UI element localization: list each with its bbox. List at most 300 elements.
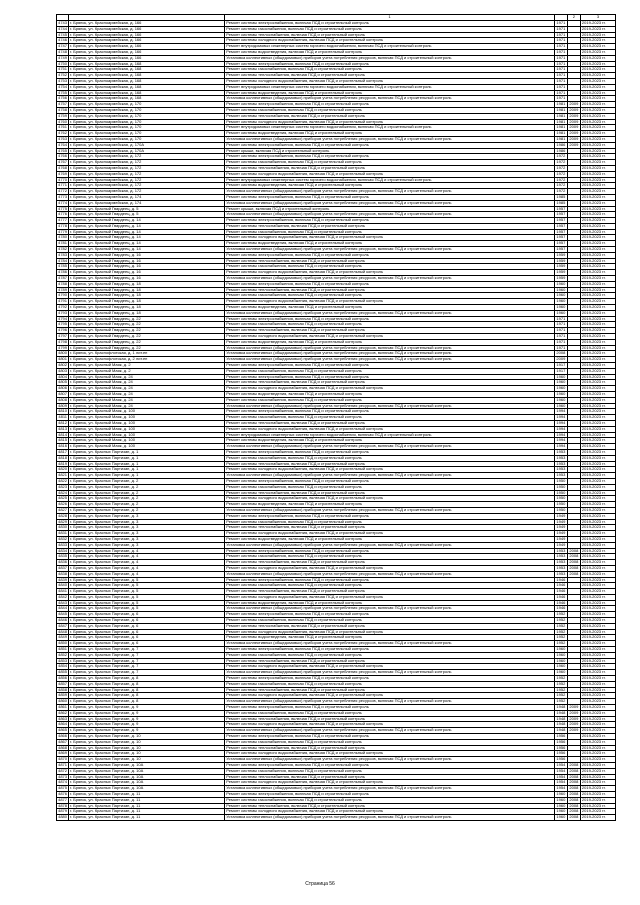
address-cell: г. Брянск, ул. Красноармейская, д. 170	[69, 119, 225, 125]
row-number-cell: 4863	[58, 716, 68, 721]
build-year-cell: 1971	[554, 322, 567, 328]
row-number-cell: 4807	[58, 391, 68, 396]
work-type-cell: Ремонт системы холодного водоснабжения, включая ПСД и строительный контроль	[225, 693, 555, 699]
work-type-cell: Ремонт системы электроснабжения, включая ПСД и строительный контроль	[225, 142, 555, 148]
work-type-cell: Ремонт системы газоснабжения, включая ПСД и строительный контроль	[225, 368, 555, 374]
address-cell: г. Брянск, ул. Красных Партизан, д. 10	[69, 734, 225, 740]
address-cell: г. Брянск, ул. Красноармейская, д. 168	[69, 67, 225, 73]
address-cell: г. Брянск, ул. Красный Гвардеец, д. 22	[69, 339, 225, 345]
row-number-cell: 4814	[58, 432, 68, 437]
period-cell: 2019-2023 гг.	[580, 38, 615, 44]
period-cell: 2019-2023 гг.	[580, 502, 615, 508]
row-number-cell: 4865	[58, 727, 68, 733]
period-cell: 2019-2023 гг.	[580, 299, 615, 305]
period-cell: 2019-2023 гг.	[580, 797, 615, 803]
reconstruction-year-cell: 2008	[567, 768, 580, 774]
row-number-cell: 4796	[58, 327, 68, 333]
period-cell: 2019-2023 гг.	[580, 647, 615, 653]
address-cell: г. Брянск, ул. Красных Партизан, д. 9	[69, 722, 225, 728]
period-cell: 2019-2023 гг.	[580, 102, 615, 108]
reconstruction-year-cell: 2009	[567, 131, 580, 137]
address-cell: г. Брянск, ул. Красных Партизан, д. 10	[69, 739, 225, 745]
address-cell: г. Брянск, ул. Красноармейская, д. 168	[69, 78, 225, 84]
build-year-cell: 1953	[554, 461, 567, 467]
period-cell: 2019-2023 гг.	[580, 339, 615, 345]
address-cell: г. Брянск, ул. Красный Гвардеец, д. 14	[69, 223, 225, 229]
build-year-cell: 1948	[554, 705, 567, 711]
row-number-cell: 4784	[58, 258, 68, 263]
build-year-cell: 1972	[554, 189, 567, 195]
row-number-cell: 4761	[58, 124, 68, 130]
build-year-cell: 1971	[554, 67, 567, 73]
reconstruction-year-cell: 2008	[567, 791, 580, 797]
work-type-cell: Ремонт системы холодного водоснабжения, включая ПСД и строительный контроль	[225, 809, 555, 815]
build-year-cell: 1994	[554, 438, 567, 444]
period-cell: 2019-2023 гг.	[580, 148, 615, 154]
build-year-cell: 1960	[554, 392, 567, 398]
build-year-cell: 1971	[554, 21, 567, 27]
build-year-cell: 1948	[554, 710, 567, 716]
build-year-cell: 1952	[554, 699, 567, 705]
work-type-cell: Ремонт системы электроснабжения, включая ПСД и строительный контроль	[225, 548, 555, 554]
period-cell: 2019-2023 гг.	[580, 183, 615, 189]
address-cell: г. Брянск, ул. Красноармейская, д. 168	[69, 90, 225, 96]
address-cell: г. Брянск, ул. Красных Партизан, д. 3	[69, 519, 225, 525]
period-cell: 2019-2023 гг.	[580, 84, 615, 90]
work-type-cell: Установка коллективных (общедомовых) приборов учета потребления ресурсов, включая ПСД и строительный контроль	[225, 606, 555, 612]
address-cell: г. Брянск, ул. Красных Партизан, д. 3	[69, 525, 225, 531]
build-year-cell: 1994	[554, 415, 567, 421]
period-cell: 2019-2023 гг.	[580, 310, 615, 316]
period-cell: 2019-2023 гг.	[580, 218, 615, 224]
work-type-cell: Ремонт системы газоснабжения, включая ПСД и строительный контроль	[225, 710, 555, 716]
work-type-cell: Ремонт системы электроснабжения, включая ПСД и строительный контроль	[225, 102, 555, 108]
work-type-cell: Ремонт системы холодного водоснабжения, включая ПСД и строительный контроль	[225, 235, 555, 241]
period-cell: 2019-2023 гг.	[580, 113, 615, 119]
build-year-cell: 1960	[554, 293, 567, 299]
reconstruction-year-cell: 2009	[567, 107, 580, 113]
period-cell: 2019-2023 гг.	[580, 438, 615, 444]
period-cell: 2019-2023 гг.	[580, 525, 615, 531]
row-number-cell: 4770	[58, 177, 68, 182]
reconstruction-year-cell: 2009	[567, 705, 580, 711]
period-cell: 2019-2023 гг.	[580, 171, 615, 177]
address-cell: г. Брянск, ул. Краснофлотская, д. 1 лит.ен	[69, 351, 225, 357]
build-year-cell: 1956	[554, 745, 567, 751]
period-cell: 2019-2023 гг.	[580, 206, 615, 212]
period-cell: 2019-2023 гг.	[580, 774, 615, 780]
build-year-cell: 1957	[554, 247, 567, 253]
work-type-cell: Ремонт системы теплоснабжения, включая ПСД и строительный контроль	[225, 560, 555, 566]
reconstruction-year-cell: 2008	[567, 774, 580, 780]
build-year-cell: 2008	[554, 351, 567, 357]
period-cell: 2019-2023 гг.	[580, 629, 615, 635]
period-cell: 2019-2023 гг.	[580, 676, 615, 682]
address-cell: г. Брянск, ул. Красный Гвардеец, д. 16	[69, 252, 225, 258]
work-type-cell: Ремонт системы холодного водоснабжения, включая ПСД и строительный контроль	[225, 334, 555, 340]
period-cell: 2019-2023 гг.	[580, 397, 615, 403]
address-cell: г. Брянск, ул. Красных Партизан, д. 5	[69, 600, 225, 606]
work-type-cell: Ремонт системы теплоснабжения, включая ПСД и строительный контроль	[225, 287, 555, 293]
address-cell: г. Брянск, ул. Красноармейская, д. 168	[69, 73, 225, 79]
period-cell: 2019-2023 гг.	[580, 26, 615, 32]
build-year-cell: 1957	[554, 229, 567, 235]
row-number-cell: 4752	[58, 72, 68, 78]
row-number-cell: 4798	[58, 339, 68, 344]
build-year-cell: 1948	[554, 716, 567, 722]
work-type-cell: Ремонт системы электроснабжения, включая ПСД и строительный контроль	[225, 449, 555, 455]
period-cell: 2019-2023 гг.	[580, 623, 615, 629]
address-cell: г. Брянск, ул. Красноармейская, д. 170	[69, 102, 225, 108]
period-cell: 2019-2023 гг.	[580, 368, 615, 374]
address-cell: г. Брянск, ул. Красных Партизан, д. 6	[69, 623, 225, 629]
work-type-cell: Установка коллективных (общедомовых) приборов учета потребления ресурсов, включая ПСД и строительный контроль	[225, 276, 555, 282]
work-type-cell: Ремонт системы газоснабжения, включая ПСД и строительный контроль	[225, 455, 555, 461]
address-cell: г. Брянск, ул. Красноармейская, д. 172	[69, 154, 225, 160]
reconstruction-year-cell: 2009	[567, 136, 580, 142]
address-cell: г. Брянск, ул. Красноармейская, д. 172	[69, 165, 225, 171]
build-year-cell: 1946	[554, 594, 567, 600]
work-type-cell: Ремонт системы газоснабжения, включая ПСД и строительный контроль	[225, 322, 555, 328]
row-number-cell: 4785	[58, 263, 68, 269]
work-type-cell: Ремонт внутридомовых инженерных систем горячего водоснабжения, включая ПСД и строительный контроль	[225, 432, 555, 438]
work-type-cell: Установка коллективных (общедомовых) приборов учета потребления ресурсов, включая ПСД и строительный контроль	[225, 542, 555, 548]
reconstruction-year-cell: 2008	[567, 815, 580, 821]
build-year-cell: 1981	[554, 131, 567, 137]
build-year-cell: 1971	[554, 316, 567, 322]
reconstruction-year-cell: 2009	[567, 722, 580, 728]
period-cell: 2019-2023 гг.	[580, 594, 615, 600]
document-sheet	[56, 14, 616, 821]
address-cell: г. Брянск, ул. Красных Партизан, д. 7	[69, 664, 225, 670]
address-cell: г. Брянск, ул. Краснофлотская, д. 2 лит.ен	[69, 357, 225, 363]
work-type-cell: Ремонт системы газоснабжения, включая ПСД и строительный контроль	[225, 107, 555, 113]
period-cell: 2019-2023 гг.	[580, 276, 615, 282]
period-cell: 2019-2023 гг.	[580, 392, 615, 398]
work-type-cell: Ремонт системы электроснабжения, включая ПСД и строительный контроль	[225, 676, 555, 682]
row-number-cell: 4759	[58, 113, 68, 118]
row-number-cell: 4824	[58, 490, 68, 495]
row-number-cell: 4790	[58, 292, 68, 298]
address-cell: г. Брянск, ул. Красный Гвардеец, д. 14	[69, 229, 225, 235]
address-cell: г. Брянск, ул. Красных Партизан, д. 5	[69, 594, 225, 600]
period-cell: 2019-2023 гг.	[580, 426, 615, 432]
address-cell: г. Брянск, ул. Красный Маяк, д. 100	[69, 438, 225, 444]
period-cell: 2019-2023 гг.	[580, 751, 615, 757]
row-number-cell: 4766	[58, 153, 68, 159]
period-cell: 2019-2023 гг.	[580, 670, 615, 676]
address-cell: г. Брянск, ул. Красный Маяк, д. 24	[69, 386, 225, 392]
build-year-cell: 1953	[554, 473, 567, 479]
period-cell: 2019-2023 гг.	[580, 61, 615, 67]
row-number-cell: 4795	[58, 321, 68, 327]
period-cell: 2019-2023 гг.	[580, 473, 615, 479]
period-cell: 2019-2023 гг.	[580, 328, 615, 334]
work-type-cell: Ремонт системы теплоснабжения, включая ПСД и строительный контроль	[225, 258, 555, 264]
row-number-cell: 4764	[58, 142, 68, 147]
work-type-cell: Ремонт системы электроснабжения, включая ПСД и строительный контроль	[225, 513, 555, 519]
build-year-cell: 1971	[554, 78, 567, 84]
row-number-cell: 4827	[58, 507, 68, 512]
period-cell: 2019-2023 гг.	[580, 32, 615, 38]
row-number-cell: 4812	[58, 420, 68, 425]
reconstruction-year-cell: 2009	[567, 710, 580, 716]
period-cell: 2019-2023 гг.	[580, 119, 615, 125]
period-cell: 2019-2023 гг.	[580, 710, 615, 716]
build-year-cell: 1994	[554, 432, 567, 438]
row-number-cell: 4850	[58, 640, 68, 646]
period-cell: 2019-2023 гг.	[580, 519, 615, 525]
address-cell: г. Брянск, ул. Красноармейская, д. 174	[69, 200, 225, 206]
build-year-cell: 1959	[554, 252, 567, 258]
work-type-cell: Ремонт системы холодного водоснабжения, включая ПСД и строительный контроль	[225, 119, 555, 125]
address-cell: г. Брянск, ул. Красных Партизан, д. 10А	[69, 780, 225, 786]
address-cell: г. Брянск, ул. Красноармейская, д. 172	[69, 160, 225, 166]
address-cell: г. Брянск, ул. Красных Партизан, д. 1	[69, 455, 225, 461]
period-cell: 2019-2023 гг.	[580, 247, 615, 253]
build-year-cell: 1954	[554, 768, 567, 774]
reconstruction-year-cell: 2008	[567, 560, 580, 566]
work-type-cell: Ремонт системы теплоснабжения, включая ПСД и строительный контроль	[225, 420, 555, 426]
address-cell: г. Брянск, ул. Красных Партизан, д. 6	[69, 612, 225, 618]
work-type-cell: Ремонт крыши, включая ПСД и строительный контроль	[225, 206, 555, 212]
build-year-cell: 1957	[554, 241, 567, 247]
work-type-cell: Ремонт внутридомовых инженерных систем горячего водоснабжения, включая ПСД и строительный контроль	[225, 125, 555, 131]
row-number-cell: 4835	[58, 553, 68, 559]
build-year-cell: 1972	[554, 160, 567, 166]
address-cell: г. Брянск, ул. Красный Маяк, д. 100	[69, 444, 225, 450]
work-type-cell: Ремонт системы холодного водоснабжения, включая ПСД и строительный контроль	[225, 531, 555, 537]
row-number-cell: 4841	[58, 588, 68, 594]
build-year-cell: 1948	[554, 722, 567, 728]
work-type-cell: Ремонт системы теплоснабжения, включая ПСД и строительный контроль	[225, 745, 555, 751]
period-cell: 2019-2023 гг.	[580, 536, 615, 542]
row-number-cell: 4780	[58, 234, 68, 240]
work-type-cell: Установка коллективных (общедомовых) приборов учета потребления ресурсов, включая ПСД и строительный контроль	[225, 641, 555, 647]
work-type-cell: Ремонт системы холодного водоснабжения, включая ПСД и строительный контроль	[225, 38, 555, 44]
build-year-cell: 1986	[554, 148, 567, 154]
address-cell: г. Брянск, ул. Красный Гвардеец, д. 5	[69, 206, 225, 212]
address-cell: г. Брянск, ул. Красноармейская, д. 166	[69, 26, 225, 32]
address-cell: г. Брянск, ул. Красный Гвардеец, д. 16	[69, 276, 225, 282]
address-cell: г. Брянск, ул. Красноармейская, д. 168	[69, 61, 225, 67]
address-cell: г. Брянск, ул. Красных Партизан, д. 9	[69, 716, 225, 722]
build-year-cell: 1960	[554, 670, 567, 676]
work-type-cell: Ремонт системы водоотведения, включая ПСД и строительный контроль	[225, 131, 555, 137]
work-type-cell: Ремонт системы электроснабжения, включая ПСД и строительный контроль	[225, 734, 555, 740]
row-number-cell: 4818	[58, 455, 68, 460]
row-number-cell: 4765	[58, 148, 68, 153]
work-type-cell: Ремонт системы газоснабжения, включая ПСД и строительный контроль	[225, 484, 555, 490]
build-year-cell: 1994	[554, 409, 567, 415]
address-cell: г. Брянск, ул. Красноармейская, д. 168	[69, 84, 225, 90]
period-cell: 2019-2023 гг.	[580, 478, 615, 484]
address-cell: г. Брянск, ул. Красных Партизан, д. 6	[69, 618, 225, 624]
build-year-cell: 1994	[554, 420, 567, 426]
address-cell: г. Брянск, ул. Красных Партизан, д. 2	[69, 502, 225, 508]
address-cell: г. Брянск, ул. Красных Партизан, д. 10А	[69, 774, 225, 780]
work-type-cell: Ремонт системы холодного водоснабжения, включая ПСД и строительный контроль	[225, 386, 555, 392]
row-number-cell: 4767	[58, 159, 68, 165]
address-cell: г. Брянск, ул. Красный Маяк, д. 100	[69, 432, 225, 438]
row-number-cell: 4773	[58, 194, 68, 199]
work-type-cell: Установка коллективных (общедомовых) приборов учета потребления ресурсов, включая ПСД и строительный контроль	[225, 757, 555, 763]
row-number-cell: 4831	[58, 530, 68, 536]
address-cell: г. Брянск, ул. Красных Партизан, д. 7	[69, 647, 225, 653]
row-number-cell: 4793	[58, 310, 68, 315]
row-number-cell: 4743	[58, 20, 68, 25]
address-cell: г. Брянск, ул. Красных Партизан, д. 8	[69, 693, 225, 699]
build-year-cell: 1946	[554, 606, 567, 612]
work-type-cell: Ремонт системы электроснабжения, включая ПСД и строительный контроль	[225, 478, 555, 484]
build-year-cell: 1971	[554, 49, 567, 55]
build-year-cell: 1953	[554, 554, 567, 560]
build-year-cell: 1952	[554, 635, 567, 641]
build-year-cell: 1949	[554, 531, 567, 537]
address-cell: г. Брянск, ул. Красный Гвардеец, д. 18	[69, 305, 225, 311]
work-type-cell: Ремонт системы газоснабжения, включая ПСД и строительный контроль	[225, 160, 555, 166]
row-number-cell: 4788	[58, 281, 68, 286]
address-cell: г. Брянск, ул. Красный Гвардеец, д. 16	[69, 258, 225, 264]
period-cell: 2019-2023 гг.	[580, 55, 615, 61]
row-number-cell: 4816	[58, 443, 68, 449]
row-number-cell: 4834	[58, 548, 68, 553]
period-cell: 2019-2023 гг.	[580, 768, 615, 774]
build-year-cell: 1971	[554, 96, 567, 102]
work-type-cell: Ремонт системы холодного водоснабжения, включая ПСД и строительный контроль	[225, 171, 555, 177]
period-cell: 2019-2023 гг.	[580, 565, 615, 571]
work-type-cell: Ремонт системы водоотведения, включая ПСД и строительный контроль	[225, 339, 555, 345]
work-type-cell: Ремонт системы электроснабжения, включая ПСД и строительный контроль	[225, 252, 555, 258]
build-year-cell: 1972	[554, 177, 567, 183]
row-number-cell: 4794	[58, 316, 68, 321]
row-number-cell: 4856	[58, 675, 68, 681]
work-type-cell: Ремонт системы электроснабжения, включая ПСД и строительный контроль	[225, 194, 555, 200]
address-cell: г. Брянск, ул. Красноармейская, д. 170	[69, 131, 225, 137]
reconstruction-year-cell: 2009	[567, 716, 580, 722]
row-number-cell: 4830	[58, 524, 68, 530]
build-year-cell: 1949	[554, 525, 567, 531]
row-number-cell: 4755	[58, 90, 68, 95]
row-number-cell: 4876	[58, 791, 68, 796]
work-type-cell: Ремонт системы теплоснабжения, включая ПСД и строительный контроль	[225, 223, 555, 229]
address-cell: г. Брянск, ул. Красный Гвардеец, д. 16	[69, 270, 225, 276]
build-year-cell: 1952	[554, 618, 567, 624]
reconstruction-year-cell: 2009	[567, 728, 580, 734]
row-number-cell: 4859	[58, 692, 68, 698]
address-cell: г. Брянск, ул. Красный Гвардеец, д. 18	[69, 281, 225, 287]
build-year-cell: 1952	[554, 629, 567, 635]
row-number-cell: 4801	[58, 356, 68, 362]
period-cell: 2019-2023 гг.	[580, 380, 615, 386]
build-year-cell: 1971	[554, 84, 567, 90]
period-cell: 2019-2023 гг.	[580, 241, 615, 247]
period-cell: 2019-2023 гг.	[580, 160, 615, 166]
row-number-cell: 4854	[58, 663, 68, 669]
address-cell: г. Брянск, ул. Красных Партизан, д. 11	[69, 791, 225, 797]
work-type-cell: Ремонт системы электроснабжения, включая ПСД и строительный контроль	[225, 316, 555, 322]
row-number-cell: 4786	[58, 269, 68, 275]
build-year-cell: 1960	[554, 664, 567, 670]
row-number-cell: 4779	[58, 229, 68, 234]
period-cell: 2019-2023 гг.	[580, 189, 615, 195]
row-number-cell: 4799	[58, 345, 68, 350]
address-cell: г. Брянск, ул. Красный Гвардеец, д. 14	[69, 247, 225, 253]
period-cell: 2019-2023 гг.	[580, 449, 615, 455]
address-cell: г. Брянск, ул. Красный Маяк, д. 2	[69, 363, 225, 369]
address-cell: г. Брянск, ул. Красных Партизан, д. 8	[69, 687, 225, 693]
address-cell: г. Брянск, ул. Красных Партизан, д. 10А	[69, 763, 225, 769]
address-cell: г. Брянск, ул. Красных Партизан, д. 6	[69, 641, 225, 647]
row-number-cell: 4815	[58, 437, 68, 443]
address-cell: г. Брянск, ул. Красноармейская, д. 166	[69, 55, 225, 61]
row-number-cell: 4864	[58, 721, 68, 727]
address-cell: г. Брянск, ул. Красных Партизан, д. 1	[69, 473, 225, 479]
period-cell: 2019-2023 гг.	[580, 131, 615, 137]
address-cell: г. Брянск, ул. Красный Маяк, д. 100	[69, 415, 225, 421]
period-cell: 2019-2023 гг.	[580, 791, 615, 797]
address-cell: г. Брянск, ул. Красных Партизан, д. 2	[69, 478, 225, 484]
build-year-cell: 1954	[554, 786, 567, 792]
row-number-cell: 4877	[58, 797, 68, 802]
row-number-cell: 4781	[58, 240, 68, 246]
work-type-cell: Установка коллективных (общедомовых) приборов учета потребления ресурсов, включая ПСД и строительный контроль	[225, 200, 555, 206]
row-number-cell: 4829	[58, 519, 68, 524]
address-cell: г. Брянск, ул. Красный Гвардеец, д. 14	[69, 218, 225, 224]
row-number-cell: 4760	[58, 119, 68, 124]
period-cell: 2019-2023 гг.	[580, 136, 615, 142]
reconstruction-year-cell: 2009	[567, 113, 580, 119]
address-cell: г. Брянск, ул. Красноармейская, д. 166	[69, 32, 225, 38]
address-cell: г. Брянск, ул. Красных Партизан, д. 8	[69, 676, 225, 682]
row-number-cell: 4866	[58, 733, 68, 739]
address-cell: г. Брянск, ул. Красных Партизан, д. 4	[69, 571, 225, 577]
build-year-cell: 1946	[554, 577, 567, 583]
row-number-cell: 4768	[58, 165, 68, 170]
row-number-cell: 4852	[58, 652, 68, 657]
work-type-cell: Ремонт системы газоснабжения, включая ПСД и строительный контроль	[225, 26, 555, 32]
work-type-cell: Ремонт системы холодного водоснабжения, включая ПСД и строительный контроль	[225, 594, 555, 600]
build-year-cell: 1960	[554, 299, 567, 305]
work-type-cell: Ремонт системы холодного водоснабжения, включая ПСД и строительный контроль	[225, 722, 555, 728]
period-cell: 2019-2023 гг.	[580, 542, 615, 548]
row-number-cell: 4837	[58, 565, 68, 570]
build-year-cell: 1960	[554, 658, 567, 664]
period-cell: 2019-2023 гг.	[580, 403, 615, 409]
build-year-cell: 1981	[554, 125, 567, 131]
build-year-cell: 1960	[554, 797, 567, 803]
period-cell: 2019-2023 гг.	[580, 571, 615, 577]
work-type-cell: Ремонт системы теплоснабжения, включая ПСД и строительный контроль	[225, 589, 555, 595]
row-number-cell: 4867	[58, 739, 68, 744]
build-year-cell: 1953	[554, 565, 567, 571]
build-year-cell: 1960	[554, 647, 567, 653]
row-number-cell: 4839	[58, 577, 68, 582]
work-type-cell: Ремонт системы водоотведения, включая ПСД и строительный контроль	[225, 502, 555, 508]
period-cell: 2019-2023 гг.	[580, 496, 615, 502]
work-type-cell: Ремонт системы холодного водоснабжения, включая ПСД и строительный контроль	[225, 664, 555, 670]
address-cell: г. Брянск, ул. Красный Маяк, д. 2	[69, 368, 225, 374]
period-cell: 2019-2023 гг.	[580, 44, 615, 50]
build-year-cell: 1952	[554, 687, 567, 693]
address-cell: г. Брянск, ул. Красных Партизан, д. 7	[69, 658, 225, 664]
row-number-cell: 4860	[58, 698, 68, 704]
row-number-cell: 4789	[58, 287, 68, 292]
build-year-cell: 1952	[554, 641, 567, 647]
reconstruction-year-cell: 2008	[567, 809, 580, 815]
work-type-cell: Ремонт системы холодного водоснабжения, включая ПСД и строительный контроль	[225, 270, 555, 276]
period-cell: 2019-2023 гг.	[580, 432, 615, 438]
